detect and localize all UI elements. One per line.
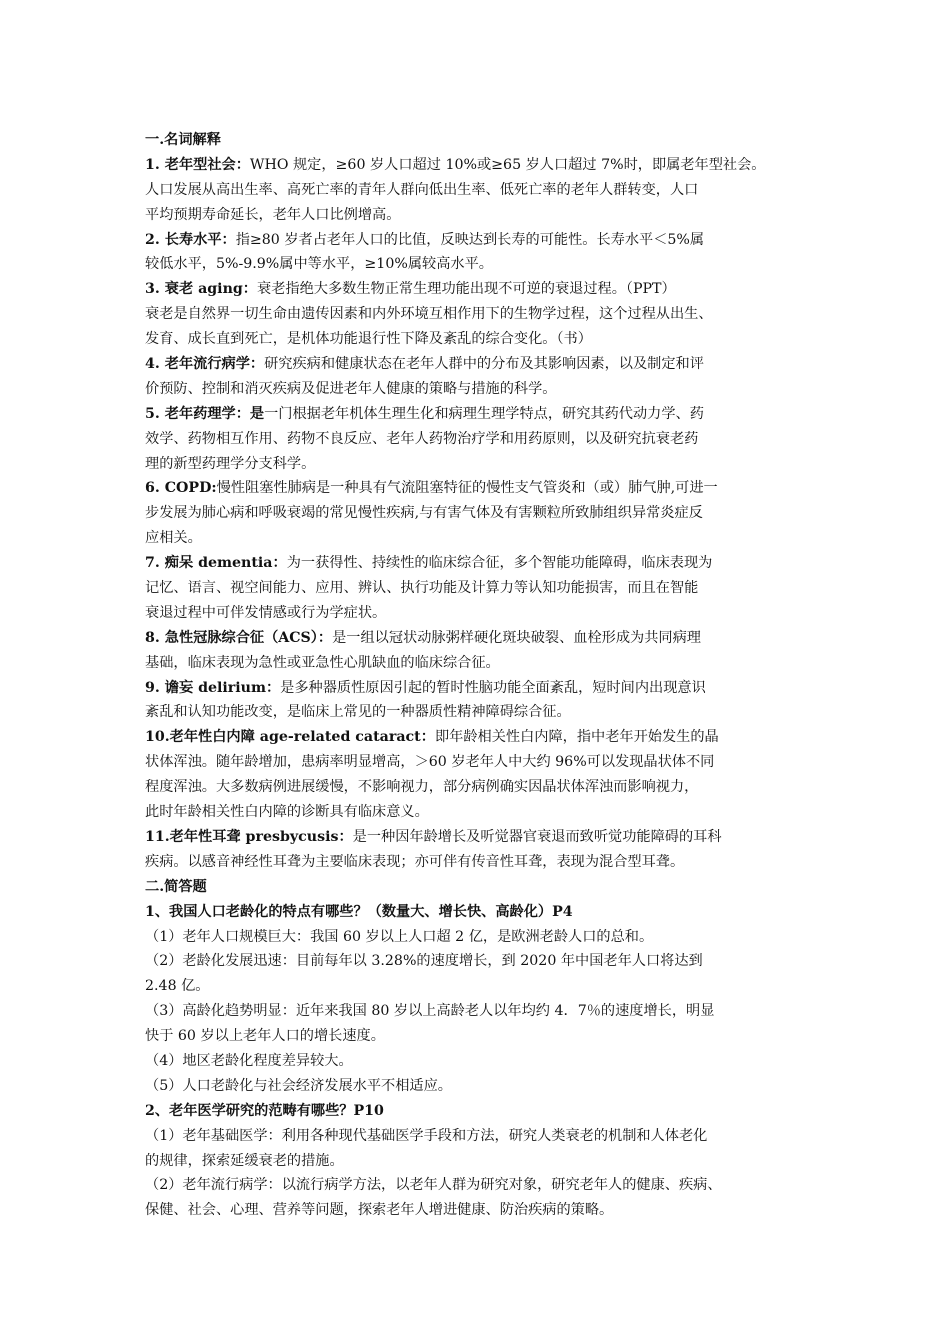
answer-line: （5）人口老龄化与社会经济发展水平不相适应。 — [145, 1077, 452, 1094]
term-label: 4. 老年流行病学： — [145, 356, 265, 373]
answer-line: （3）高龄化趋势明显：近年来我国 80 岁以上高龄老人以年均约 4．7％的速度增长，明显 — [145, 1003, 715, 1020]
section-title-terms: 一.名词解释 — [145, 132, 221, 148]
question-entry — [145, 900, 825, 1099]
answer-line: 的规律，探索延缓衰老的措施。 — [145, 1152, 344, 1169]
term-text: 步发展为肺心病和呼吸衰竭的常见慢性疾病,与有害气体及有害颗粒所致肺组织异常炎症反 — [145, 505, 703, 522]
term-text: 疾病。以感音神经性耳聋为主要临床表现；亦可伴有传音性耳聋，表现为混合型耳聋。 — [145, 853, 685, 870]
question-title: 1、我国人口老龄化的特点有哪些？（数量大、增长快、高龄化）P4 — [145, 903, 573, 920]
document-page — [145, 128, 825, 1223]
term-text: 平均预期寿命延长，老年人口比例增高。 — [145, 206, 401, 223]
term-text: 是一种因年龄增长及听觉器官衰退而致听觉功能障碍的耳科 — [352, 828, 722, 845]
term-entry — [145, 352, 825, 402]
term-text: 衰老是自然界一切生命由遗传因素和内外环境互相作用下的生物学过程，这个过程从出生、 — [145, 306, 713, 323]
term-entry — [145, 153, 825, 228]
term-entry — [145, 626, 825, 676]
term-text: 研究疾病和健康状态在老年人群中的分布及其影响因素，以及制定和评 — [264, 356, 704, 373]
term-entry — [145, 825, 825, 875]
term-entry — [145, 476, 825, 551]
term-text: 衰退过程中可伴发情感或行为学症状。 — [145, 604, 387, 621]
answer-line: （4）地区老龄化程度差异较大。 — [145, 1052, 353, 1069]
term-text: 价预防、控制和消灭疾病及促进老年人健康的策略与措施的科学。 — [145, 380, 557, 397]
term-text: 是一组以冠状动脉粥样硬化斑块破裂、血栓形成为共同病理 — [332, 629, 701, 646]
term-text: 记忆、语言、视空间能力、应用、辨认、执行功能及计算力等认知功能损害，而且在智能 — [145, 580, 699, 597]
question-entry — [145, 1099, 825, 1223]
term-label: 3. 衰老 aging： — [145, 281, 257, 298]
answer-line: 2.48 亿。 — [145, 978, 210, 995]
term-text: 慢性阻塞性肺病是一种具有气流阻塞特征的慢性支气管炎和（或）肺气肿,可进一 — [216, 480, 718, 497]
term-label: 5. 老年药理学：是 — [145, 405, 265, 422]
term-text: WHO 规定，≥60 岁人口超过 10%或≥65 岁人口超过 7%时，即属老年型社会。 — [249, 156, 766, 173]
term-text: 衰老指绝大多数生物正常生理功能出现不可逆的衰退过程。（PPT） — [257, 281, 676, 298]
term-entry — [145, 402, 825, 477]
answer-line: 保健、社会、心理、营养等问题，探索老年人增进健康、防治疾病的策略。 — [145, 1202, 614, 1219]
term-text: 为一获得性、持续性的临床综合征，多个智能功能障碍，临床表现为 — [286, 555, 713, 572]
term-text: 一门根据老年机体生理生化和病理生理学特点，研究其药代动力学、药 — [264, 405, 704, 422]
term-text: 基础，临床表现为急性或亚急性心肌缺血的临床综合征。 — [145, 654, 500, 671]
term-text: 状体浑浊。随年龄增加，患病率明显增高，＞60 岁老年人中大约 96%可以发现晶状体不同 — [145, 754, 715, 771]
term-label: 2. 长寿水平： — [145, 231, 236, 248]
term-label: 11.老年性耳聋 presbycusis： — [145, 828, 353, 845]
answer-line: （2）老龄化发展迅速：目前每年以 3.28%的速度增长，到 2020 年中国老年人口将达到 — [145, 953, 703, 970]
term-text: 应相关。 — [145, 530, 202, 547]
term-label: 8. 急性冠脉综合征（ACS）： — [145, 629, 333, 646]
term-label: 6. COPD: — [145, 480, 217, 497]
term-label: 1. 老年型社会： — [145, 156, 250, 173]
term-label: 9. 谵妄 delirium： — [145, 679, 281, 696]
term-text: 此时年龄相关性白内障的诊断具有临床意义。 — [145, 804, 429, 821]
answer-line: （1）老年人口规模巨大：我国 60 岁以上人口超 2 亿，是欧洲老龄人口的总和。 — [145, 928, 654, 945]
answer-line: （1）老年基础医学：利用各种现代基础医学手段和方法，研究人类衰老的机制和人体老化 — [145, 1127, 708, 1144]
term-entry — [145, 725, 825, 825]
answer-line: （2）老年流行病学：以流行病学方法，以老年人群为研究对象，研究老年人的健康、疾病、 — [145, 1177, 722, 1194]
term-entry — [145, 277, 825, 352]
term-label: 10.老年性白内障 age-related cataract： — [145, 729, 435, 746]
term-text: 指≥80 岁者占老年人口的比值，反映达到长寿的可能性。长寿水平＜5%属 — [235, 231, 705, 248]
term-entry — [145, 228, 825, 278]
term-text: 人口发展从高出生率、高死亡率的青年人群向低出生率、低死亡率的老年人群转变，人口 — [145, 181, 699, 198]
term-text: 效学、药物相互作用、药物不良反应、老年人药物治疗学和用药原则，以及研究抗衰老药 — [145, 430, 699, 447]
term-text: 即年龄相关性白内障，指中老年开始发生的晶 — [434, 729, 719, 746]
term-text: 发育、成长直到死亡，是机体功能退行性下降及紊乱的综合变化。（书） — [145, 331, 592, 348]
term-text: 是多种器质性原因引起的暂时性脑功能全面紊乱，短时间内出现意识 — [280, 679, 706, 696]
term-text: 紊乱和认知功能改变，是临床上常见的一种器质性精神障碍综合征。 — [145, 704, 571, 721]
term-text: 理的新型药理学分支科学。 — [145, 455, 316, 472]
section-title-questions: 二.简答题 — [145, 878, 207, 895]
answer-line: 快于 60 岁以上老年人口的增长速度。 — [145, 1028, 385, 1045]
term-text: 程度浑浊。大多数病例进展缓慢，不影响视力，部分病例确实因晶状体浑浊而影响视力， — [145, 779, 699, 796]
question-title: 2、老年医学研究的范畴有哪些？P10 — [145, 1102, 384, 1119]
term-label: 7. 痴呆 dementia： — [145, 555, 287, 572]
term-entry — [145, 551, 825, 626]
term-text: 较低水平，5%-9.9%属中等水平，≥10%属较高水平。 — [145, 256, 493, 273]
term-entry — [145, 676, 825, 726]
